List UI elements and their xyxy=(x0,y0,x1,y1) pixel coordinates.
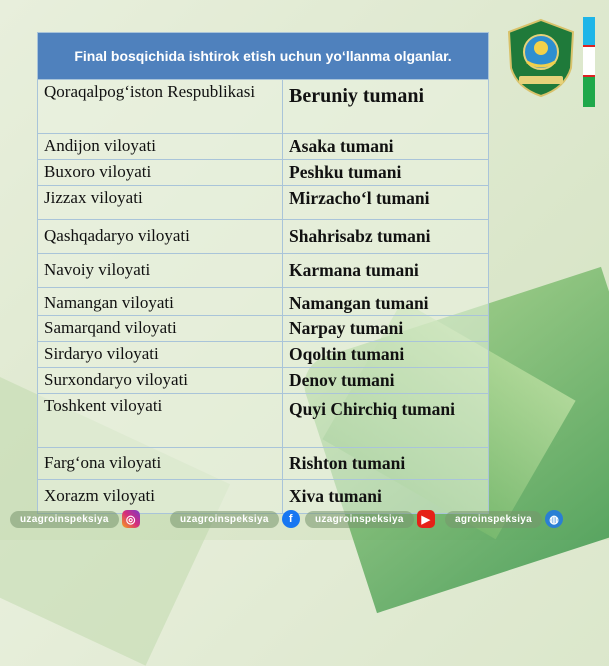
table-row xyxy=(38,80,489,134)
district-cell: Rishton tumani xyxy=(283,448,489,480)
region-cell: Qashqadaryo viloyati xyxy=(38,220,283,254)
district-cell: Quyi Chirchiq tumani xyxy=(283,394,489,448)
region-cell: Sirdaryo viloyati xyxy=(38,342,283,368)
region-cell: Jizzax viloyati xyxy=(38,186,283,220)
flag-stripe xyxy=(583,17,595,107)
region-cell: Buxoro viloyati xyxy=(38,160,283,186)
region-cell: Andijon viloyati xyxy=(38,134,283,160)
district-cell: Beruniy tumani xyxy=(283,80,489,134)
globe-icon: ◍ xyxy=(545,510,563,528)
district-cell: Oqoltin tumani xyxy=(283,342,489,368)
social-handle: uzagroinspeksiya xyxy=(305,511,414,528)
region-cell: Farg‘ona viloyati xyxy=(38,448,283,480)
table-row xyxy=(38,134,489,160)
social-facebook[interactable] xyxy=(170,509,300,529)
social-website[interactable] xyxy=(445,509,563,529)
region-cell: Navoiy viloyati xyxy=(38,254,283,288)
table-row xyxy=(38,186,489,220)
social-handle: uzagroinspeksiya xyxy=(170,511,279,528)
district-cell: Peshku tumani xyxy=(283,160,489,186)
district-cell: Namangan tumani xyxy=(283,288,489,316)
table-row xyxy=(38,448,489,480)
table-row xyxy=(38,342,489,368)
youtube-icon: ▶ xyxy=(417,510,435,528)
table-row xyxy=(38,160,489,186)
district-cell: Asaka tumani xyxy=(283,134,489,160)
region-cell: Xorazm viloyati xyxy=(38,480,283,514)
region-cell: Samarqand viloyati xyxy=(38,316,283,342)
table-row xyxy=(38,254,489,288)
region-cell: Namangan viloyati xyxy=(38,288,283,316)
district-cell: Karmana tumani xyxy=(283,254,489,288)
region-cell: Toshkent viloyati xyxy=(38,394,283,448)
table-row xyxy=(38,394,489,448)
district-cell: Shahrisabz tumani xyxy=(283,220,489,254)
table-header: Final bosqichida ishtirok etish uchun yo‘llanma olganlar. xyxy=(38,33,489,80)
instagram-icon: ◎ xyxy=(122,510,140,528)
district-cell: Xiva tumani xyxy=(283,480,489,514)
facebook-icon: f xyxy=(282,510,300,528)
district-cell: Denov tumani xyxy=(283,368,489,394)
district-cell: Mirzacho‘l tumani xyxy=(283,186,489,220)
district-cell: Narpay tumani xyxy=(283,316,489,342)
social-handle: agroinspeksiya xyxy=(445,511,542,528)
table-row xyxy=(38,368,489,394)
finalists-table xyxy=(37,32,489,514)
region-cell: Surxondaryo viloyati xyxy=(38,368,283,394)
social-youtube[interactable] xyxy=(305,509,435,529)
social-instagram[interactable] xyxy=(10,509,140,529)
social-handle: uzagroinspeksiya xyxy=(10,511,119,528)
table-row xyxy=(38,220,489,254)
table-row xyxy=(38,288,489,316)
region-cell: Qoraqalpog‘iston Respublikasi xyxy=(38,80,283,134)
table-row xyxy=(38,316,489,342)
emblem-logo xyxy=(505,18,577,98)
